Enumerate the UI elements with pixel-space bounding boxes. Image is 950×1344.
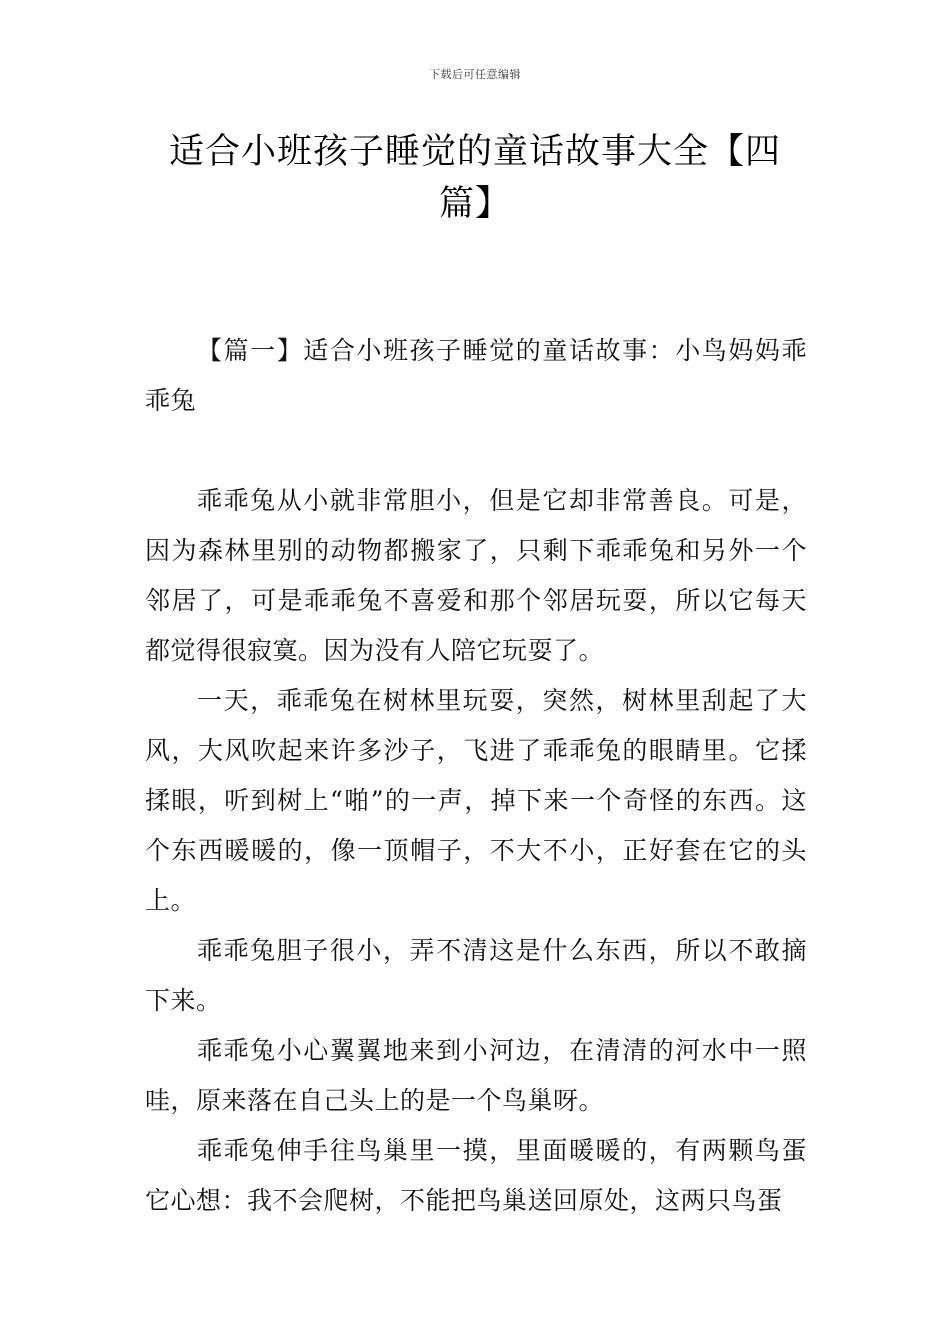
- paragraph: 一天，乖乖兔在树林里玩耍，突然，树林里刮起了大风，大风吹起来许多沙子，飞进了乖乖兔的眼睛里。它揉揉眼，听到树上“啪”的一声，掉下来一个奇怪的东西。这个东西暖暖的，像一顶帽子，不大不小，正好套在它的头上。: [145, 686, 807, 915]
- section-heading-block: [145, 326, 807, 426]
- paragraph: 乖乖兔胆子很小，弄不清这是什么东西，所以不敢摘下来。: [145, 936, 807, 1015]
- section-heading: 【篇一】适合小班孩子睡觉的童话故事：小鸟妈妈乖乖兔: [145, 336, 807, 415]
- paragraph: 乖乖兔伸手往鸟巢里一摸，里面暖暖的，有两颗鸟蛋它心想：我不会爬树，不能把鸟巢送回原处，这两只鸟蛋: [145, 1136, 807, 1215]
- paragraph: 乖乖兔从小就非常胆小，但是它却非常善良。可是，因为森林里别的动物都搬家了，只剩下乖乖兔和另外一个邻居了，可是乖乖兔不喜爱和那个邻居玩耍，所以它每天都觉得很寂寞。因为没有人陪它玩耍了。: [145, 486, 807, 665]
- document-title: 适合小班孩子睡觉的童话故事大全【四篇】: [168, 132, 781, 224]
- header-note: 下载后可任意编辑: [429, 68, 521, 81]
- story-body: [145, 476, 807, 1226]
- paragraph: 乖乖兔小心翼翼地来到小河边，在清清的河水中一照哇，原来落在自己头上的是一个鸟巢呀。: [145, 1036, 807, 1115]
